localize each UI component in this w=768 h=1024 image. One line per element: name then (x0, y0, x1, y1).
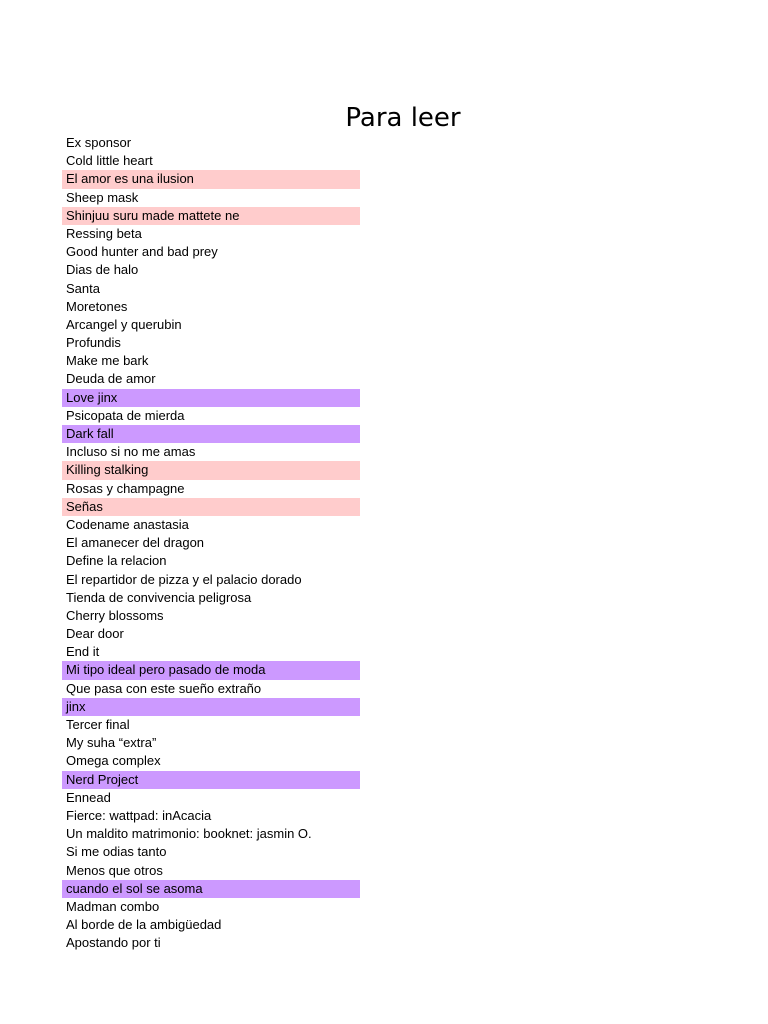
list-item: Profundis (66, 335, 121, 351)
list-item: El amanecer del dragon (66, 535, 205, 551)
list-item: Make me bark (66, 353, 149, 369)
list-item: Sheep mask (66, 189, 139, 205)
list-item: Tercer final (66, 717, 130, 732)
list-item: Rosas y champagne (66, 480, 185, 496)
list-item: Ex sponsor (66, 135, 132, 150)
list-item: Arcangel y querubin (66, 316, 182, 332)
list-item: El repartidor de pizza y el palacio dorado (66, 571, 302, 587)
list-item: Dear door (66, 626, 124, 642)
list-item: Define la relacion (66, 553, 167, 569)
list-item: Good hunter and bad prey (66, 244, 218, 260)
list-item: Shinjuu suru made mattete ne (62, 207, 360, 225)
list-item: Señas (62, 498, 360, 516)
reading-list (62, 134, 360, 952)
list-item: Madman combo (66, 898, 160, 914)
list-item: Moretones (66, 298, 128, 314)
list-item: Al borde de la ambigüedad (66, 917, 222, 933)
list-item: End it (66, 644, 100, 660)
list-item: Apostando por ti (66, 935, 161, 951)
list-item: Que pasa con este sueño extraño (66, 680, 262, 696)
list-item: Ennead (66, 789, 111, 805)
list-item: Santa (66, 280, 100, 296)
list-item: Deuda de amor (66, 371, 156, 387)
list-item: Fierce: wattpad: inAcacia (66, 807, 212, 823)
list-item: Tienda de convivencia peligrosa (66, 589, 252, 605)
list-item: Incluso si no me amas (66, 444, 196, 460)
list-item: Si me odias tanto (66, 844, 167, 860)
list-item: Love jinx (62, 389, 360, 407)
page-title: Para leer (345, 103, 461, 133)
list-item: Mi tipo ideal pero pasado de moda (62, 661, 360, 679)
list-item: Nerd Project (62, 771, 360, 789)
list-item: Dias de halo (66, 262, 139, 278)
list-item: Menos que otros (66, 862, 163, 878)
list-item: Codename anastasia (66, 516, 189, 532)
list-item: Ressing beta (66, 225, 142, 241)
list-item: Cold little heart (66, 153, 153, 169)
list-item: My suha “extra” (66, 735, 157, 751)
list-item: Omega complex (66, 753, 161, 769)
list-item: El amor es una ilusion (62, 170, 360, 188)
list-item: Psicopata de mierda (66, 407, 185, 423)
list-item: Cherry blossoms (66, 607, 164, 623)
list-item: cuando el sol se asoma (62, 880, 360, 898)
list-item: Un maldito matrimonio: booknet: jasmin O. (66, 826, 312, 842)
list-item: jinx (62, 698, 360, 716)
list-item: Killing stalking (62, 461, 360, 479)
list-item: Dark fall (62, 425, 360, 443)
